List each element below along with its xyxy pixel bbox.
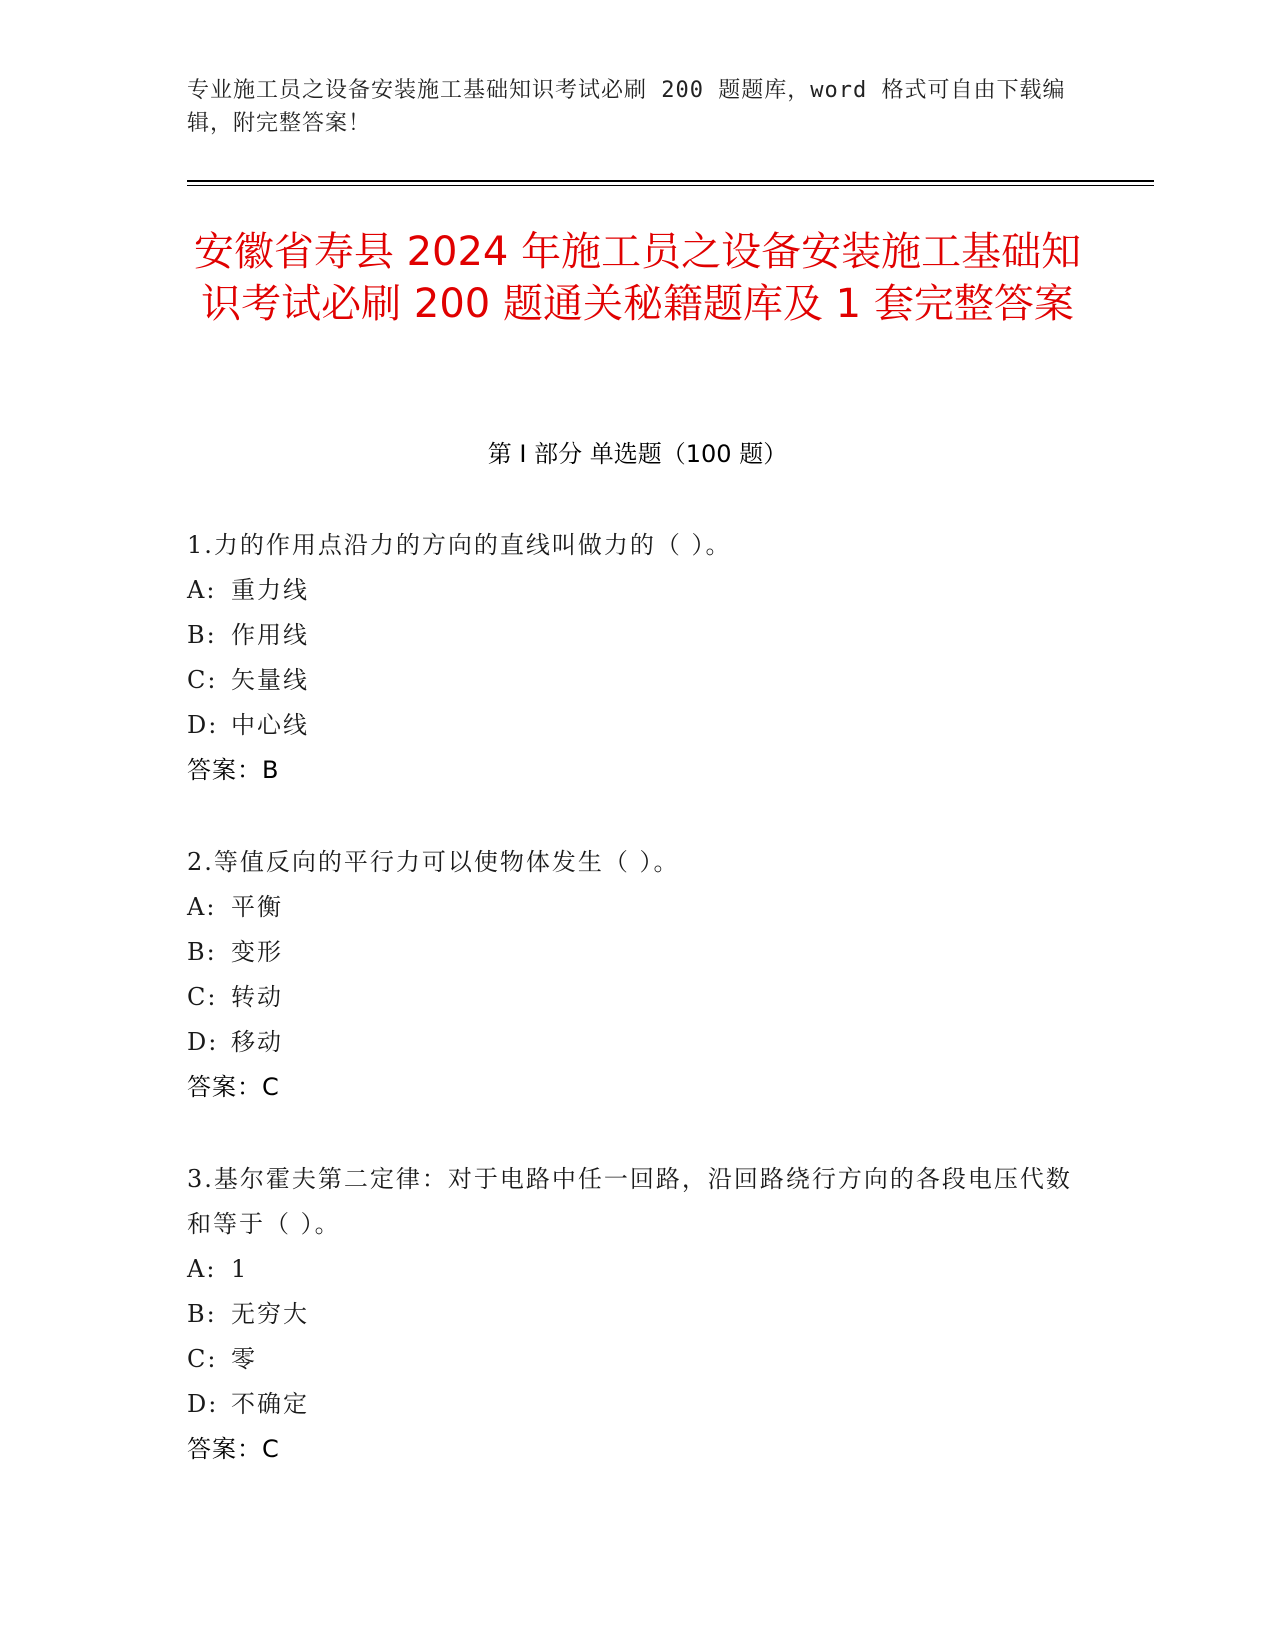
question-1 <box>187 523 1087 793</box>
option-key: A: <box>187 576 217 604</box>
question-text: 2.等值反向的平行力可以使物体发生（ ）。 <box>187 848 680 876</box>
option-key: B: <box>187 621 217 649</box>
answer-label: 答案：C <box>187 1435 280 1463</box>
answer-label: 答案：B <box>187 756 280 784</box>
option-text: 平衡 <box>231 893 283 921</box>
option-key: A: <box>187 893 217 921</box>
header-rule-thin <box>187 185 1154 186</box>
option-text: 中心线 <box>231 711 309 739</box>
question-3 <box>187 1157 1087 1472</box>
question-text: 1.力的作用点沿力的方向的直线叫做力的（ ）。 <box>187 531 732 559</box>
option-b <box>187 1292 1087 1337</box>
option-d <box>187 703 1087 748</box>
option-c <box>187 975 1087 1020</box>
option-b <box>187 930 1087 975</box>
option-key: A: <box>187 1255 217 1283</box>
header-note: 专业施工员之设备安装施工基础知识考试必刷 200 题题库，word 格式可自由下载编辑，附完整答案！ <box>187 78 1066 136</box>
option-key: D: <box>187 1390 219 1418</box>
option-key: B: <box>187 938 217 966</box>
option-text: 转动 <box>231 983 283 1011</box>
option-text: 变形 <box>231 938 283 966</box>
option-text: 不确定 <box>231 1390 309 1418</box>
option-text: 矢量线 <box>231 666 309 694</box>
option-a <box>187 885 1087 930</box>
option-d <box>187 1382 1087 1427</box>
option-c <box>187 658 1087 703</box>
option-text: 无穷大 <box>231 1300 309 1328</box>
option-d <box>187 1020 1087 1065</box>
option-text: 作用线 <box>231 621 309 649</box>
question-text: 3.基尔霍夫第二定律：对于电路中任一回路，沿回路绕行方向的各段电压代数和等于（ ）。 <box>187 1165 1072 1238</box>
option-text: 零 <box>231 1345 257 1373</box>
option-text: 1 <box>231 1255 249 1283</box>
option-b <box>187 613 1087 658</box>
option-a <box>187 568 1087 613</box>
option-key: D: <box>187 711 219 739</box>
option-a <box>187 1247 1087 1292</box>
answer-label: 答案：C <box>187 1073 280 1101</box>
option-text: 移动 <box>231 1028 283 1056</box>
option-key: C: <box>187 983 218 1011</box>
option-key: C: <box>187 666 218 694</box>
option-key: C: <box>187 1345 218 1373</box>
header-rule-thick <box>187 180 1154 182</box>
option-text: 重力线 <box>231 576 309 604</box>
question-2 <box>187 840 1087 1110</box>
option-key: D: <box>187 1028 219 1056</box>
section-title: 第 I 部分 单选题（100 题） <box>487 440 788 468</box>
option-c <box>187 1337 1087 1382</box>
document-title: 安徽省寿县 2024 年施工员之设备安装施工基础知识考试必刷 200 题通关秘籍题库及 1 套完整答案 <box>193 229 1082 327</box>
option-key: B: <box>187 1300 217 1328</box>
